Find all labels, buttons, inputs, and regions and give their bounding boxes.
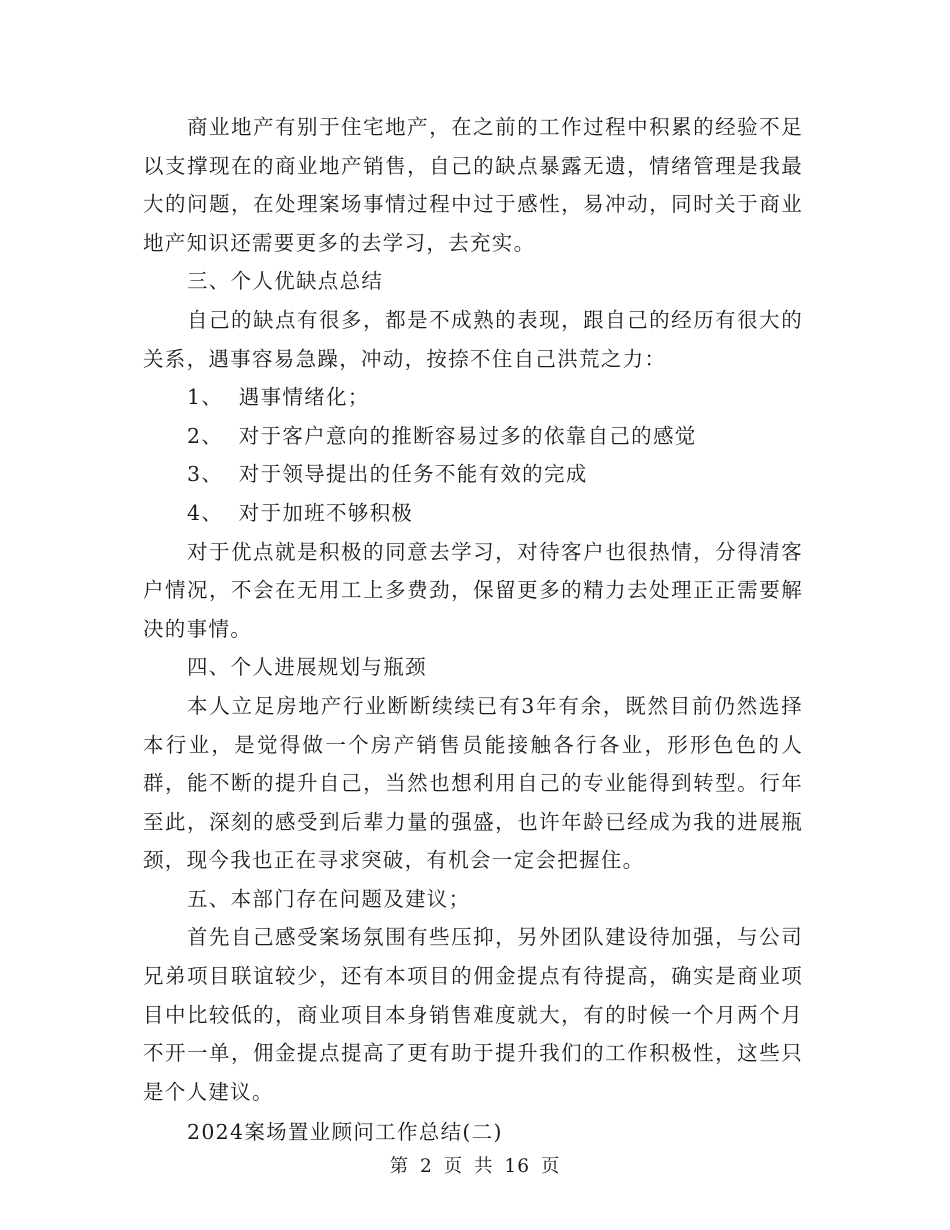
- list-item: 3、 对于领导提出的任务不能有效的完成: [187, 462, 588, 487]
- section-heading-department-issues: 五、本部门存在问题及建议；: [187, 886, 471, 911]
- document-body: [143, 108, 803, 1152]
- list-item: 2、 对于客户意向的推断容易过多的依靠自己的感觉: [187, 423, 697, 448]
- paragraph-department-suggestions: 首先自己感受案场氛围有些压抑，另外团队建设待加强，与公司兄弟项目联谊较少，还有本项目的佣金提点有待提高，确实是商业项目中比较低的，商业项目本身销售难度就大，有的时候一个月两个月不开一单，佣金提点提高了更有助于提升我们的工作积极性，这些只是个人建议。: [143, 925, 803, 1104]
- list-item: 4、 对于加班不够积极: [187, 500, 414, 525]
- paragraph-weaknesses: 自己的缺点有很多，都是不成熟的表现，跟自己的经历有很大的关系，遇事容易急躁，冲动，按捺不住自己洪荒之力：: [143, 307, 803, 371]
- section-heading-strengths-weaknesses: 三、个人优缺点总结: [187, 269, 384, 294]
- document-subtitle: 2024案场置业顾问工作总结(二): [187, 1120, 503, 1145]
- paragraph-commercial-property: 商业地产有别于住宅地产，在之前的工作过程中积累的经验不足以支撑现在的商业地产销售，自己的缺点暴露无遗，情绪管理是我最大的问题，在处理案场事情过程中过于感性，易冲动，同时关于商业地产知识还需要更多的去学习，去充实。: [143, 115, 803, 255]
- list-item: 1、 遇事情绪化；: [187, 385, 370, 410]
- paragraph-strengths: 对于优点就是积极的同意去学习，对待客户也很热情，分得清客户情况，不会在无用工上多费劲，保留更多的精力去处理正正需要解决的事情。: [143, 539, 803, 641]
- section-heading-development: 四、个人进展规划与瓶颈: [187, 655, 427, 680]
- page-number-footer: 第 2 页 共 16 页: [389, 1156, 561, 1177]
- paragraph-development-plan: 本人立足房地产行业断断续续已有3年有余，既然目前仍然选择本行业，是觉得做一个房产销售员能接触各行各业，形形色色的人群，能不断的提升自己，当然也想利用自己的专业能得到转型。行年至此，深刻的感受到后辈力量的强盛，也许年龄已经成为我的进展瓶颈，现今我也正在寻求突破，有机会一定会把握住。: [143, 693, 803, 873]
